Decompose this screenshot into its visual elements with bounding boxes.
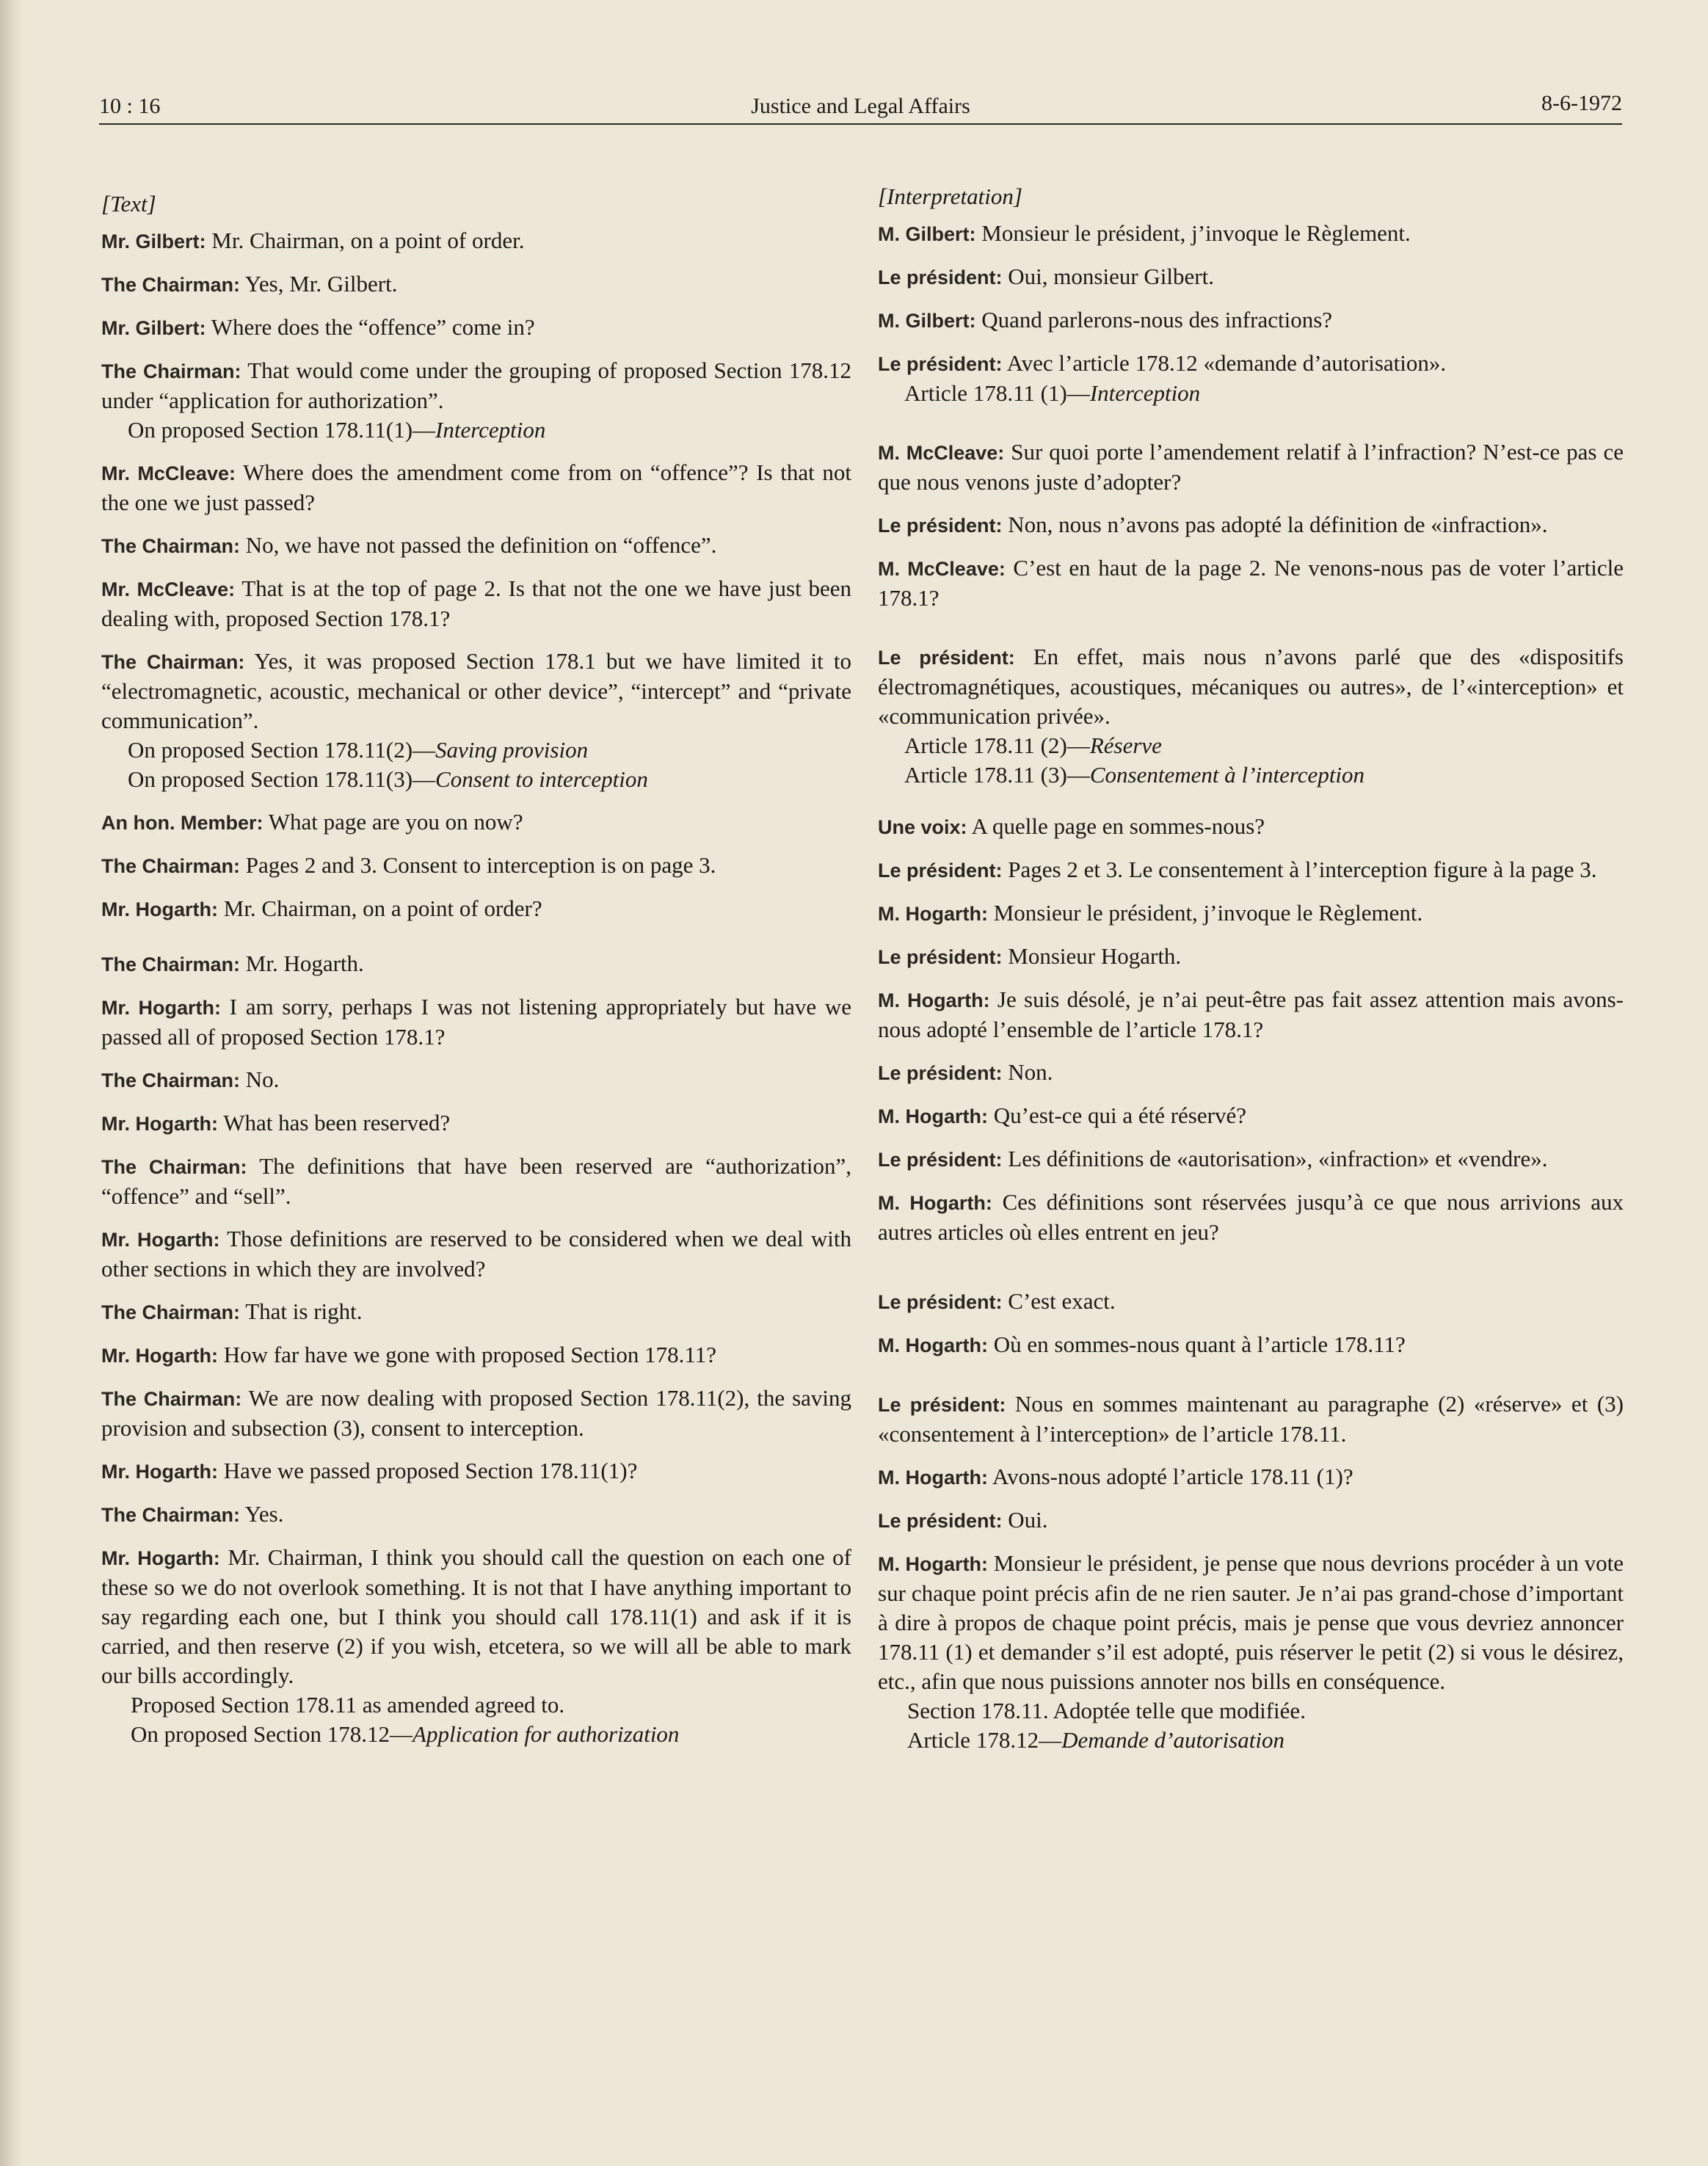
exchange bbox=[101, 1500, 851, 1530]
exchange bbox=[878, 812, 1624, 842]
speech: Ces définitions sont réservées jusqu’à ce que nous arrivions aux autres articles où elles entrent en jeu? bbox=[878, 1189, 1624, 1245]
heading-prefix: On proposed Section 178.12— bbox=[131, 1721, 413, 1747]
exchange bbox=[878, 1462, 1624, 1492]
column-tag: [Interpretation] bbox=[878, 183, 1022, 209]
heading-title: Interception bbox=[1089, 380, 1201, 406]
exchange bbox=[101, 458, 851, 517]
exchange bbox=[878, 1389, 1624, 1449]
speaker: The Chairman: bbox=[101, 1156, 247, 1178]
speech: Oui, monsieur Gilbert. bbox=[1002, 264, 1214, 289]
exchange bbox=[878, 642, 1624, 731]
exchange bbox=[101, 1065, 851, 1095]
speech: How far have we gone with proposed Section 178.11? bbox=[218, 1342, 716, 1367]
speech: That would come under the grouping of proposed Section 178.12 under “application for authorization”. bbox=[101, 357, 851, 413]
column-tag: [Text] bbox=[101, 191, 156, 217]
speech: Nous en sommes maintenant au paragraphe (2) «réserve» et (3) «consentement à l’interception» de l’article 178.11. bbox=[878, 1391, 1624, 1447]
speech: Les définitions de «autorisation», «infraction» et «vendre». bbox=[1002, 1146, 1548, 1171]
speech: Mr. Chairman, on a point of order? bbox=[218, 895, 542, 921]
speaker: The Chairman: bbox=[101, 855, 241, 877]
page-binding-shadow bbox=[0, 0, 22, 2166]
heading-prefix: Article 178.11 (2)— bbox=[904, 733, 1090, 758]
speech: Où en sommes-nous quant à l’article 178.11? bbox=[987, 1331, 1406, 1357]
speech: No. bbox=[240, 1066, 280, 1092]
exchange bbox=[101, 574, 851, 633]
heading-title: Demande d’autorisation bbox=[1061, 1727, 1285, 1753]
speech: Mr. Hogarth. bbox=[240, 951, 364, 976]
speaker: Le président: bbox=[878, 1291, 1003, 1313]
exchange bbox=[878, 855, 1624, 885]
agreed-note: Section 178.11. Adoptée telle que modifiée. bbox=[907, 1698, 1306, 1723]
exchange bbox=[878, 1287, 1624, 1317]
exchange bbox=[878, 305, 1624, 335]
section-heading bbox=[878, 1726, 1624, 1755]
exchange bbox=[101, 313, 851, 343]
agreed-note: Proposed Section 178.11 as amended agreed to. bbox=[131, 1692, 565, 1718]
speaker: M. Gilbert: bbox=[878, 310, 976, 332]
exchange bbox=[101, 807, 851, 837]
heading-prefix: On proposed Section 178.11(2)— bbox=[128, 737, 436, 763]
speech: Those definitions are reserved to be considered when we deal with other sections in which they are involved? bbox=[101, 1226, 851, 1282]
exchange bbox=[878, 349, 1624, 379]
speaker: M. Gilbert: bbox=[878, 223, 976, 245]
exchange bbox=[101, 1340, 851, 1370]
speaker: Le président: bbox=[878, 515, 1003, 537]
exchange bbox=[101, 356, 851, 415]
exchange bbox=[101, 992, 851, 1052]
speaker: Mr. Hogarth: bbox=[101, 1461, 218, 1483]
exchange bbox=[878, 437, 1624, 497]
speaker: Le président: bbox=[878, 1149, 1003, 1171]
exchange bbox=[101, 226, 851, 256]
section-heading bbox=[101, 1720, 851, 1749]
speaker: The Chairman: bbox=[101, 1504, 241, 1526]
speech: Yes. bbox=[240, 1501, 284, 1527]
speaker: Mr. McCleave: bbox=[101, 578, 236, 600]
exchange bbox=[878, 1330, 1624, 1360]
speech: Have we passed proposed Section 178.11(1)? bbox=[218, 1458, 638, 1483]
exchange bbox=[101, 531, 851, 561]
speaker: Le président: bbox=[878, 1510, 1003, 1532]
exchange bbox=[101, 1224, 851, 1284]
exchange bbox=[101, 1543, 851, 1690]
speaker: Le président: bbox=[878, 1062, 1003, 1084]
speech: Pages 2 and 3. Consent to interception is on page 3. bbox=[240, 852, 716, 878]
speaker: Mr. McCleave: bbox=[101, 462, 236, 484]
exchange bbox=[101, 647, 851, 735]
speech: A quelle page en sommes-nous? bbox=[967, 813, 1265, 839]
speaker: Mr. Hogarth: bbox=[101, 1345, 218, 1367]
speech: En effet, mais nous n’avons parlé que des «dispositifs électromagnétiques, acoustiques, mécaniques ou autres», de l’«interception» et «communication privée». bbox=[878, 644, 1624, 729]
exchange bbox=[878, 985, 1624, 1044]
speaker: Le président: bbox=[878, 353, 1003, 375]
exchange bbox=[101, 1152, 851, 1211]
heading-prefix: On proposed Section 178.11(3)— bbox=[128, 766, 436, 792]
speech: Non. bbox=[1002, 1059, 1053, 1085]
speaker: The Chairman: bbox=[101, 651, 245, 673]
speaker: The Chairman: bbox=[101, 953, 241, 975]
exchange bbox=[878, 1058, 1624, 1088]
speech: What page are you on now? bbox=[263, 809, 523, 835]
speech: Where does the “offence” come in? bbox=[206, 314, 535, 340]
speaker: M. Hogarth: bbox=[878, 1467, 988, 1489]
page-date: 8-6-1972 bbox=[1541, 91, 1622, 115]
heading-title: Application for authorization bbox=[413, 1721, 680, 1747]
section-heading bbox=[101, 735, 851, 765]
speaker: The Chairman: bbox=[101, 360, 241, 382]
speech: Non, nous n’avons pas adopté la définition de «infraction». bbox=[1002, 512, 1548, 537]
page-number: 10 : 16 bbox=[99, 94, 161, 118]
speech: Mr. Chairman, I think you should call the question on each one of these so we do not overlook something. It is not that I have anything important to say regarding each one, but I think you should call 178.11(1) and ask if it is carried, and then reserve (2) if you wish, etcetera, so we will all be able to mark our bills accordingly. bbox=[101, 1544, 852, 1688]
speaker: Mr. Hogarth: bbox=[101, 1547, 220, 1569]
speaker: The Chairman: bbox=[101, 274, 241, 296]
exchange bbox=[878, 262, 1624, 292]
speech: C’est en haut de la page 2. Ne venons-nous pas de voter l’article 178.1? bbox=[878, 555, 1624, 611]
exchange bbox=[878, 1144, 1624, 1174]
speech: That is at the top of page 2. Is that not the one we have just been dealing with, proposed Section 178.1? bbox=[101, 575, 852, 631]
exchange bbox=[878, 219, 1624, 249]
speech: Yes, it was proposed Section 178.1 but we have limited it to “electromagnetic, acoustic, mechanical or other device”, “intercept” and “private communication”. bbox=[101, 648, 852, 733]
exchange bbox=[878, 553, 1624, 613]
heading-title: Saving provision bbox=[435, 737, 589, 763]
heading-title: Consentement à l’interception bbox=[1089, 762, 1365, 788]
speech: Oui. bbox=[1002, 1507, 1048, 1533]
exchange bbox=[101, 894, 851, 924]
exchange bbox=[878, 1188, 1624, 1247]
speech: C’est exact. bbox=[1002, 1288, 1116, 1314]
speech: No, we have not passed the definition on “offence”. bbox=[240, 532, 717, 558]
exchange bbox=[101, 1456, 851, 1486]
section-heading bbox=[878, 379, 1624, 408]
speaker: Le président: bbox=[878, 266, 1003, 288]
section-heading bbox=[878, 760, 1624, 790]
speech: Pages 2 et 3. Le consentement à l’interception figure à la page 3. bbox=[1002, 857, 1597, 882]
heading-prefix: Article 178.11 (3)— bbox=[904, 762, 1090, 788]
speaker: Mr. Gilbert: bbox=[101, 317, 206, 339]
speaker: Mr. Hogarth: bbox=[101, 997, 221, 1019]
speech: Monsieur le président, j’invoque le Règlement. bbox=[975, 220, 1411, 246]
exchange bbox=[101, 949, 851, 979]
speech: Avons-nous adopté l’article 178.11 (1)? bbox=[987, 1464, 1353, 1489]
heading-title: Consent to interception bbox=[435, 766, 648, 792]
exchange bbox=[101, 269, 851, 299]
exchange bbox=[878, 1549, 1624, 1696]
speaker: Mr. Gilbert: bbox=[101, 230, 206, 252]
speaker: M. Hogarth: bbox=[878, 1192, 992, 1214]
speech: Monsieur Hogarth. bbox=[1002, 943, 1182, 969]
speaker: Le président: bbox=[878, 860, 1003, 882]
speaker: M. Hogarth: bbox=[878, 989, 990, 1011]
exchange bbox=[878, 510, 1624, 540]
speech: Quand parlerons-nous des infractions? bbox=[975, 307, 1333, 332]
speaker: The Chairman: bbox=[101, 1388, 242, 1410]
speaker: Une voix: bbox=[878, 816, 967, 838]
running-title: Justice and Legal Affairs bbox=[751, 94, 970, 118]
speech: Je suis désolé, je n’ai peut-être pas fait assez attention mais avons-nous adopté l’ensemble de l’article 178.1? bbox=[878, 986, 1624, 1042]
speech: We are now dealing with proposed Section 178.11(2), the saving provision and subsection (3), consent to interception. bbox=[101, 1385, 852, 1441]
speaker: M. Hogarth: bbox=[878, 1553, 989, 1575]
exchange bbox=[101, 1384, 851, 1443]
speaker: Mr. Hogarth: bbox=[101, 1113, 218, 1135]
speaker: The Chairman: bbox=[101, 1069, 241, 1091]
section-heading bbox=[878, 731, 1624, 760]
speaker: M. McCleave: bbox=[878, 442, 1005, 464]
exchange bbox=[878, 1505, 1624, 1536]
page-header bbox=[99, 87, 1622, 125]
speech: Monsieur le président, je pense que nous devrions procéder à un vote sur chaque point précis afin de ne rien sauter. Je n’ai pas grand-chose d’important à dire à propos de chaque point précis, mais je pense que vous devriez annoncer 178.11 (1) et demander s’il est adopté, puis réserver le petit (2) si vous le désirez, etc., afin que nous puissions annoter nos bills en conséquence. bbox=[878, 1550, 1624, 1694]
heading-title: Réserve bbox=[1089, 733, 1162, 758]
exchange bbox=[101, 1297, 851, 1327]
heading-prefix: Article 178.12— bbox=[907, 1727, 1062, 1753]
speech: The definitions that have been reserved are “authorization”, “offence” and “sell”. bbox=[101, 1153, 852, 1209]
speech: Where does the amendment come from on “offence”? Is that not the one we just passed? bbox=[101, 459, 852, 515]
speaker: M. McCleave: bbox=[878, 558, 1006, 580]
speaker: The Chairman: bbox=[101, 535, 241, 557]
english-column bbox=[101, 189, 851, 1749]
speaker: M. Hogarth: bbox=[878, 1334, 988, 1356]
speaker: Le président: bbox=[878, 1394, 1006, 1416]
speaker: Le président: bbox=[878, 647, 1015, 669]
exchange bbox=[878, 898, 1624, 928]
section-heading bbox=[101, 415, 851, 445]
speech: Avec l’article 178.12 «demande d’autorisation». bbox=[1002, 350, 1447, 376]
heading-title: Interception bbox=[435, 417, 546, 443]
speaker: Mr. Hogarth: bbox=[101, 898, 218, 920]
speech: That is right. bbox=[240, 1298, 363, 1324]
speech: What has been reserved? bbox=[218, 1110, 451, 1135]
speaker: Le président: bbox=[878, 946, 1003, 968]
speaker: Mr. Hogarth: bbox=[101, 1229, 220, 1251]
speaker: An hon. Member: bbox=[101, 812, 264, 834]
exchange bbox=[101, 1108, 851, 1138]
heading-prefix: On proposed Section 178.11(1)— bbox=[128, 417, 436, 443]
exchange bbox=[878, 942, 1624, 972]
section-heading bbox=[101, 765, 851, 794]
speech: Qu’est-ce qui a été réservé? bbox=[987, 1102, 1246, 1128]
speech: Sur quoi porte l’amendement relatif à l’infraction? N’est-ce pas ce que nous venons juste d’adopter? bbox=[878, 439, 1624, 495]
heading-prefix: Article 178.11 (1)— bbox=[904, 380, 1090, 406]
exchange bbox=[878, 1101, 1624, 1131]
speaker: M. Hogarth: bbox=[878, 1105, 988, 1127]
speaker: The Chairman: bbox=[101, 1301, 241, 1323]
french-column bbox=[878, 183, 1624, 1755]
speaker: M. Hogarth: bbox=[878, 903, 988, 925]
speech: Mr. Chairman, on a point of order. bbox=[206, 228, 525, 253]
speech: Yes, Mr. Gilbert. bbox=[240, 271, 398, 297]
speech: I am sorry, perhaps I was not listening appropriately but have we passed all of proposed Section 178.1? bbox=[101, 994, 852, 1050]
exchange bbox=[101, 851, 851, 881]
speech: Monsieur le président, j’invoque le Règlement. bbox=[987, 900, 1423, 926]
